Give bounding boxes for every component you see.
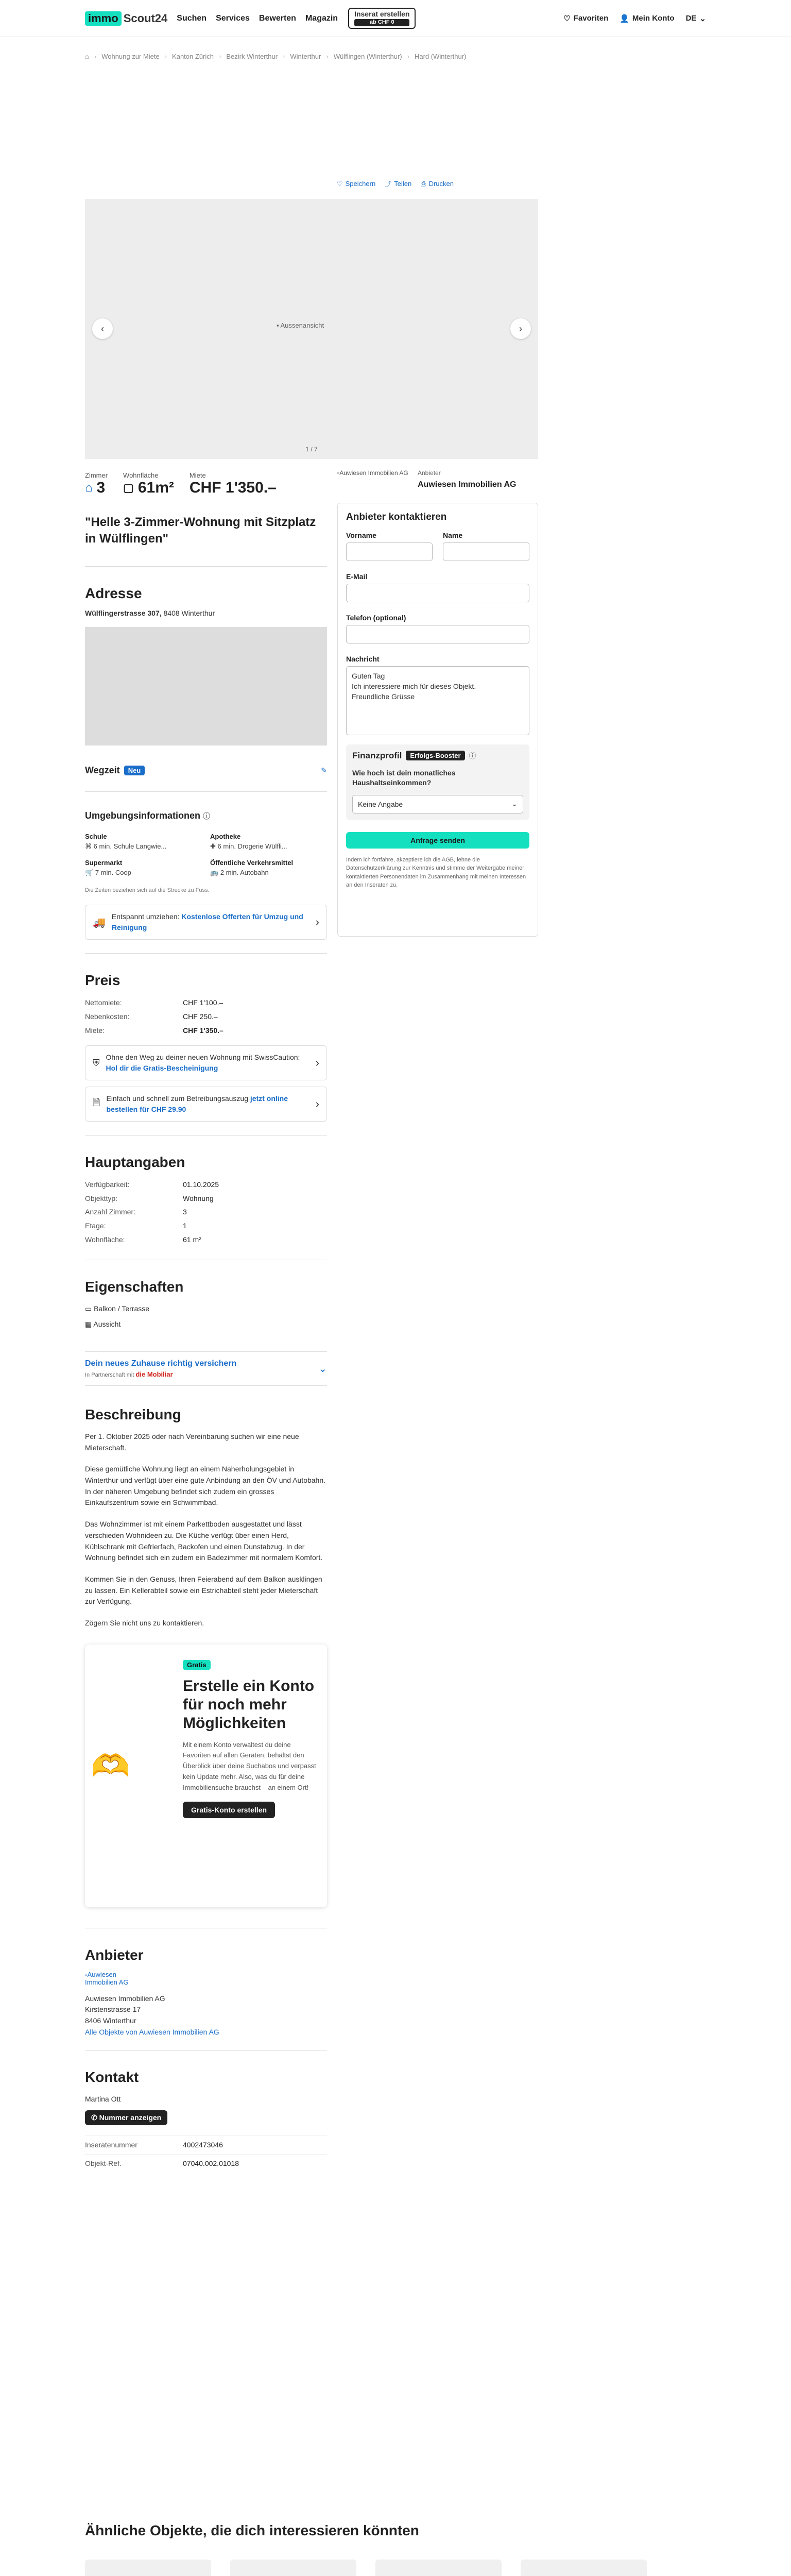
similar-card[interactable] — [85, 2560, 211, 2576]
availability-value: 01.10.2025 — [183, 1180, 219, 1189]
free-badge: Gratis — [183, 1660, 211, 1670]
ad-banner-space — [0, 60, 791, 179]
provider-all-objects-link[interactable]: Alle Objekte von Auwiesen Immobilien AG — [85, 2027, 219, 2036]
balcony-icon: ▭ — [85, 1304, 92, 1313]
document-icon: 🗎 — [93, 1097, 100, 1108]
breadcrumb-item[interactable]: Bezirk Winterthur — [226, 53, 278, 60]
chevron-down-icon: ⌄ — [511, 800, 518, 808]
poi-pharmacy-title: Apotheke — [210, 833, 241, 841]
gallery-image: ▪ Aussenansicht — [277, 321, 324, 329]
main-nav — [177, 14, 338, 23]
logo-suffix: Scout24 — [123, 11, 168, 25]
firstname-input[interactable] — [346, 543, 433, 561]
heart-icon: ♡ — [563, 14, 571, 23]
poi-supermarket-value: 7 min. Coop — [95, 869, 131, 877]
insurance-title: Dein neues Zuhause richtig versichern — [85, 1359, 237, 1368]
living-area-label: Wohnfläche: — [85, 1235, 125, 1244]
info-icon[interactable]: ⓘ — [203, 812, 211, 821]
contact-heading: Kontakt — [85, 2069, 139, 2086]
sidebar-provider-logo-alt: Auwiesen Immobilien AG — [339, 469, 408, 477]
map[interactable] — [85, 627, 327, 745]
income-select-value: Keine Angabe — [358, 800, 403, 808]
address-heading: Adresse — [85, 585, 142, 601]
price-heading: Preis — [85, 972, 121, 989]
chevron-right-icon: › — [315, 1056, 319, 1070]
poi-supermarket-title: Supermarkt — [85, 859, 123, 867]
address-street: Wülflingerstrasse 307, — [85, 608, 162, 617]
living-area-value: 61 m² — [183, 1235, 201, 1244]
description-paragraph: Zögern Sie nicht uns zu kontaktieren. — [85, 1618, 204, 1627]
print-label: Drucken — [428, 180, 454, 188]
total-rent-label: Miete: — [85, 1026, 105, 1035]
email-label: E-Mail — [346, 572, 368, 581]
floor-value: 1 — [183, 1222, 187, 1230]
provider-heading: Anbieter — [85, 1946, 144, 1963]
gallery-counter: 1 / 7 — [305, 446, 318, 453]
lastname-input[interactable] — [443, 543, 529, 561]
breadcrumb-item[interactable]: Kanton Zürich — [172, 53, 214, 60]
image-gallery[interactable] — [85, 199, 538, 459]
save-button[interactable] — [337, 179, 375, 189]
lastname-label: Name — [443, 531, 463, 539]
description-paragraph: Per 1. Oktober 2025 oder nach Vereinbarung suchen wir eine neue Mieterschaft. — [85, 1432, 299, 1452]
school-icon: ⌘ — [85, 842, 92, 851]
similar-heading: Ähnliche Objekte, die dich interessieren könnten — [85, 2522, 419, 2538]
breadcrumb: ⌂ › Wohnung zur Miete › Kanton Zürich › Bezirk Winterthur › Winterthur › Wülflingen (Winterthur) › Hard (Winterthur) — [85, 53, 467, 60]
feature-balcony: Balkon / Terrasse — [94, 1304, 150, 1313]
nav-search[interactable]: Suchen — [177, 13, 207, 23]
object-type-label: Objekttyp: — [85, 1194, 118, 1202]
description-heading: Beschreibung — [85, 1406, 181, 1422]
promo-text: Mit einem Konto verwaltest du deine Favoriten auf allen Geräten, behältst den Überblick über deine Suchabos und verpasst kein Update mehr. Also, was du für deine Immobiliensuche brauchst – an einem Ort! — [183, 1740, 316, 1791]
phone-label: Telefon (optional) — [346, 613, 406, 622]
home-icon[interactable]: ⌂ — [85, 53, 89, 60]
sidebar-provider — [337, 469, 538, 490]
moving-text: Entspannt umziehen: — [111, 912, 182, 921]
save-label: Speichern — [345, 180, 376, 188]
language-select[interactable] — [686, 14, 706, 23]
nav-evaluate[interactable]: Bewerten — [259, 13, 296, 23]
insurance-partner-label: In Partnerschaft mit — [85, 1372, 134, 1378]
provider-city: 8406 Winterthur — [85, 2016, 136, 2025]
listing-title: "Helle 3-Zimmer-Wohnung mit Sitzplatz in Wülflingen" — [85, 515, 316, 546]
shield-icon: ⛨ — [93, 1057, 100, 1068]
object-ref-value: 07040.002.01018 — [183, 2159, 239, 2167]
new-badge: Neu — [124, 766, 145, 775]
description-paragraph: Diese gemütliche Wohnung liegt an einem Naherholungsgebiet in Winterthur und verfügt über eine gute Anbindung an den ÖV und Autobahn. In der näheren Umgebung befindet sich zudem ein grosses Einkaufszentrum sowie ein Schwimmbad. — [85, 1465, 326, 1507]
area-value: 61m² — [137, 479, 174, 496]
cart-icon: 🛒 — [85, 869, 94, 877]
poi-pharmacy-value: 6 min. Drogerie Wülfli... — [217, 842, 287, 851]
object-ref-label: Objekt-Ref. — [85, 2159, 122, 2167]
provider-logo[interactable] — [85, 1971, 131, 1986]
chevron-right-icon: › — [315, 1097, 319, 1111]
chevron-down-icon: ⌄ — [318, 1363, 327, 1375]
poi-transport-value: 2 min. Autobahn — [220, 869, 269, 877]
rent-label: Miete — [189, 471, 206, 479]
print-button[interactable] — [421, 179, 454, 189]
rent-value: CHF 1'350.– — [189, 479, 277, 496]
send-request-button[interactable]: Anfrage senden — [346, 832, 529, 849]
route-label: Wegzeit — [85, 765, 120, 776]
gallery-prev-button[interactable] — [92, 318, 113, 339]
gallery-next-button[interactable] — [510, 318, 531, 339]
message-textarea[interactable]: Guten Tag Ich interessiere mich für dieses Objekt. Freundliche Grüsse — [346, 666, 529, 735]
listing-actions — [0, 179, 539, 189]
language-label: DE — [685, 14, 697, 23]
room-count-label: Anzahl Zimmer: — [85, 1208, 136, 1216]
income-question: Wie hoch ist dein monatliches Haushaltseinkommen? — [352, 768, 456, 787]
sidebar-provider-logo[interactable] — [337, 469, 409, 490]
debt-link[interactable]: jetzt online bestellen für CHF 29.90 — [106, 1094, 288, 1114]
view-icon: ▦ — [85, 1319, 92, 1328]
extra-costs-label: Nebenkosten: — [85, 1012, 130, 1021]
logo-prefix: immo — [85, 11, 122, 26]
contact-person: Martina Ott — [85, 2095, 121, 2104]
similar-card[interactable] — [230, 2560, 356, 2576]
print-icon: ⎙ — [421, 179, 426, 188]
sidebar-provider-name: Auwiesen Immobilien AG — [418, 480, 517, 489]
main-data-heading: Hauptangaben — [85, 1154, 185, 1171]
create-listing-sub: ab CHF 0 — [354, 19, 409, 26]
room-count-value: 3 — [183, 1208, 187, 1216]
show-number-label: Nummer anzeigen — [99, 2113, 162, 2122]
feature-item — [85, 1301, 327, 1316]
moving-link[interactable]: Kostenlose Offerten für Umzug und Reinigung — [111, 912, 303, 932]
phone-icon: ✆ — [91, 2113, 97, 2122]
features-heading: Eigenschaften — [85, 1279, 184, 1295]
bus-icon: 🚌 — [210, 869, 219, 877]
provider-name: Auwiesen Immobilien AG — [85, 1994, 165, 2003]
heart-hands-icon: 🫶 — [91, 1748, 130, 1783]
description-paragraph: Das Wohnzimmer ist mit einem Parkettboden ausgestattet und lässt verschieden Wohnideen zu. Die Küche verfügt über einen Herd, Kühlschrank mit Gefrierfach, Backofen und einen Dunstabzug. In der Wohnung befindet sich ein zudem ein Badezimmer mit normalem Komfort. — [85, 1520, 323, 1562]
email-input[interactable] — [346, 584, 529, 602]
availability-label: Verfügbarkeit: — [85, 1180, 130, 1189]
nav-services[interactable]: Services — [216, 13, 250, 23]
phone-input[interactable] — [346, 625, 529, 643]
share-button[interactable] — [385, 179, 411, 189]
debt-text: Einfach und schnell zum Betreibungsauszug — [106, 1094, 250, 1103]
breadcrumb-item[interactable]: Wohnung zur Miete — [101, 53, 160, 60]
image-icon: ▫ — [337, 469, 340, 477]
create-listing-button[interactable] — [348, 8, 416, 28]
account-link[interactable] — [620, 14, 674, 23]
create-account-button[interactable]: Gratis-Konto erstellen — [183, 1802, 275, 1818]
promo-heading: Erstelle ein Konto für noch mehr Möglichkeiten — [183, 1677, 315, 1732]
breadcrumb-item[interactable]: Winterthur — [290, 53, 321, 60]
gallery-image-alt: Aussenansicht — [280, 321, 324, 329]
similar-card[interactable] — [521, 2560, 647, 2576]
rooms-value: 3 — [96, 479, 106, 496]
show-number-button[interactable] — [85, 2110, 167, 2125]
description-paragraph: Kommen Sie in den Genuss, Ihren Feierabend auf dem Balkon ausklingen zu lassen. Ein Kellerabteil sowie ein Estrichabteil steht jeder Mieterschaft zur Verfügung. — [85, 1574, 322, 1606]
create-listing-label: Inserat erstellen — [354, 10, 410, 19]
info-icon[interactable]: ⓘ — [469, 751, 476, 760]
chevron-right-icon: › — [315, 916, 319, 929]
chevron-right-icon: › — [519, 323, 522, 334]
feature-item — [85, 1317, 327, 1332]
area-label: Wohnfläche — [123, 471, 159, 479]
pharmacy-icon: ✚ — [210, 842, 216, 851]
nav-magazine[interactable]: Magazin — [305, 13, 338, 23]
chevron-left-icon: ‹ — [101, 323, 104, 334]
breadcrumb-item[interactable]: Wülflingen (Winterthur) — [333, 53, 402, 60]
heart-icon: ♡ — [336, 179, 343, 188]
rooms-label: Zimmer — [85, 471, 108, 479]
route-row[interactable] — [85, 765, 327, 776]
debt-extract-box[interactable] — [85, 1087, 327, 1122]
deposit-text: Ohne den Weg zu deiner neuen Wohnung mit SwissCaution: — [106, 1053, 300, 1062]
firstname-label: Vorname — [346, 531, 376, 539]
user-icon: 👤 — [620, 14, 629, 23]
message-label: Nachricht — [346, 654, 380, 663]
extra-costs-value: CHF 250.– — [183, 1012, 218, 1021]
share-icon: ⤴ — [385, 180, 392, 188]
total-rent-value: CHF 1'350.– — [183, 1026, 223, 1035]
account-label: Mein Konto — [632, 14, 675, 23]
breadcrumb-item[interactable]: Hard (Winterthur) — [414, 53, 467, 60]
contact-form-heading: Anbieter kontaktieren — [346, 511, 447, 522]
poi-school-title: Schule — [85, 833, 107, 841]
floor-label: Etage: — [85, 1222, 106, 1230]
chevron-down-icon: ⌄ — [699, 14, 706, 23]
finance-profile-label: Finanzprofil — [352, 750, 402, 760]
area-icon: ▢ — [123, 481, 134, 494]
provider-street: Kirstenstrasse 17 — [85, 2005, 141, 2014]
object-type-value: Wohnung — [183, 1194, 214, 1202]
similar-card[interactable] — [375, 2560, 502, 2576]
favorites-link[interactable] — [563, 14, 608, 23]
surroundings-note: Die Zeiten beziehen sich auf die Strecke zu Fuss. — [85, 887, 210, 894]
moving-offer-box[interactable] — [85, 905, 327, 940]
similar-section — [85, 2522, 706, 2576]
image-icon: ▫ — [85, 1970, 88, 1978]
feature-view: Aussicht — [93, 1319, 121, 1328]
surroundings-heading: Umgebungsinformationen — [85, 810, 200, 821]
insurance-accordion[interactable] — [85, 1351, 327, 1386]
deposit-offer-box[interactable] — [85, 1045, 327, 1080]
net-rent-value: CHF 1'100.– — [183, 998, 223, 1007]
address-city: 8408 Winterthur — [161, 608, 215, 617]
share-label: Teilen — [394, 180, 412, 188]
poi-transport-title: Öffentliche Verkehrsmittel — [210, 859, 294, 867]
net-rent-label: Nettomiete: — [85, 998, 122, 1007]
house-icon: ⌂ — [85, 481, 93, 495]
success-booster-badge: Erfolgs-Booster — [406, 751, 465, 760]
sidebar-provider-label: Anbieter — [418, 469, 441, 477]
contact-form — [337, 503, 538, 937]
top-header — [0, 0, 791, 37]
favorites-label: Favoriten — [573, 14, 609, 23]
deposit-link[interactable]: Hol dir die Gratis-Bescheinigung — [106, 1064, 218, 1073]
listing-number-value: 4002473046 — [183, 2141, 223, 2149]
account-promo-card — [85, 1645, 327, 1907]
listing-number-label: Inseratenummer — [85, 2141, 137, 2149]
edit-icon[interactable]: ✎ — [321, 766, 327, 775]
key-facts — [85, 471, 327, 497]
provider-logo-alt: Auwiesen Immobilien AG — [85, 1970, 129, 1986]
mobiliar-logo: die Mobiliar — [135, 1370, 173, 1378]
poi-school-value: 6 min. Schule Langwie... — [93, 842, 167, 851]
logo[interactable] — [85, 11, 167, 26]
income-select[interactable] — [352, 795, 523, 814]
truck-icon: 🚚 — [93, 917, 106, 928]
address-line — [85, 608, 327, 619]
legal-notice: Indem ich fortfahre, akzeptiere ich die AGB, lehne die Datenschutzerklärung zur Kenntnis und stimme der Weitergabe meiner kontaktierten Personendaten im Zusammenhang mit meinen Interessen an den Inseraten zu. — [346, 856, 526, 889]
